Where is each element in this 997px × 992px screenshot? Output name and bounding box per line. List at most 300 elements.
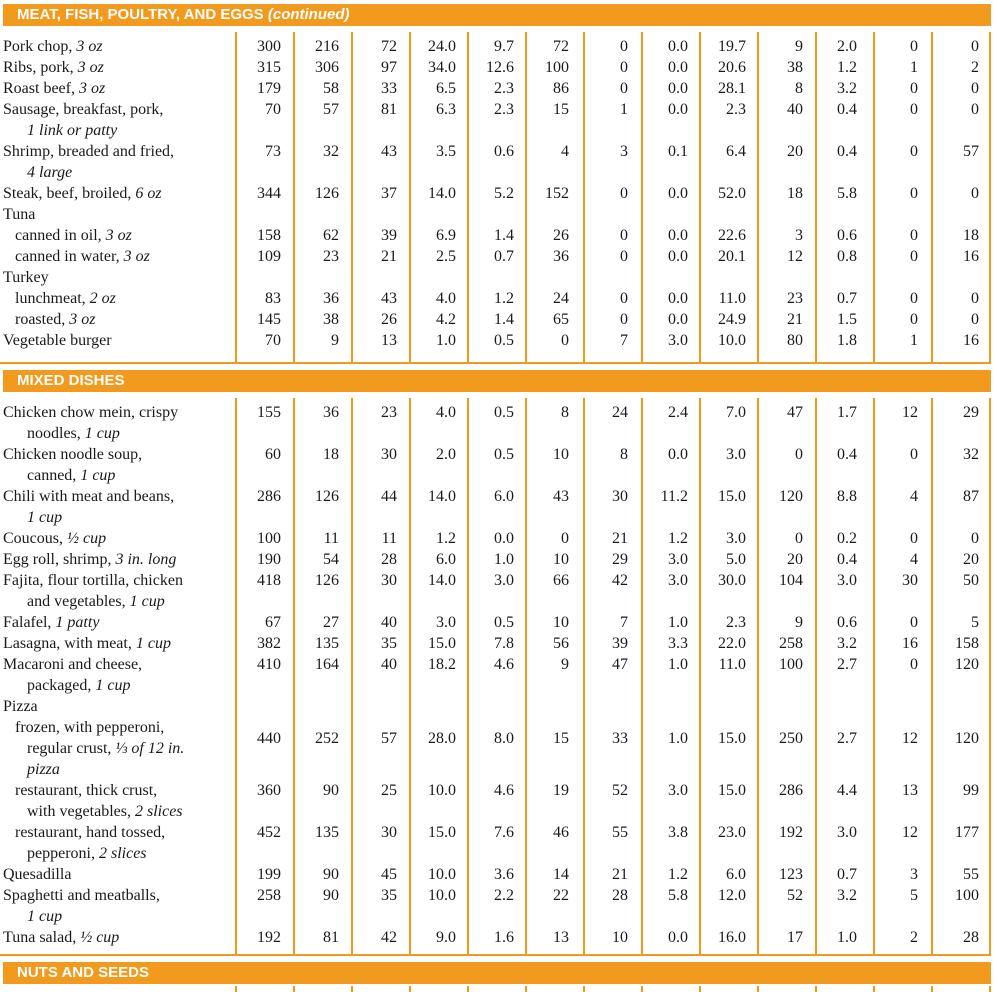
serving-size: 2 slices [134, 803, 183, 820]
nutrient-value: 22.0 [718, 635, 746, 652]
column-divider [873, 986, 875, 992]
food-name-text: Lasagna, with meat, [3, 635, 132, 652]
nutrient-value: 28.0 [428, 730, 456, 747]
food-name [3, 402, 235, 444]
serving-size: 1 cup [84, 425, 120, 442]
nutrient-value: 19 [553, 782, 569, 799]
nutrient-value: 10.0 [718, 332, 746, 349]
nutrient-value: 28 [612, 887, 628, 904]
nutrient-value: 1.8 [837, 332, 857, 349]
nutrient-value: 1.0 [494, 551, 514, 568]
nutrient-value: 21 [787, 311, 803, 328]
nutrient-value: 120 [955, 656, 979, 673]
nutrient-value: 0 [620, 59, 628, 76]
nutrient-value: 0 [620, 38, 628, 55]
nutrient-value: 57 [963, 143, 979, 160]
nutrient-value: 1.2 [436, 530, 456, 547]
nutrient-value: 54 [323, 551, 339, 568]
nutrient-value: 7 [620, 614, 628, 631]
column-divider [757, 986, 759, 992]
nutrient-value: 30.0 [718, 572, 746, 589]
nutrient-value: 5 [910, 887, 918, 904]
nutrient-value: 23 [323, 248, 339, 265]
nutrient-value: 126 [315, 185, 339, 202]
table-row [0, 78, 991, 99]
section-body [0, 32, 991, 364]
table-row [0, 654, 991, 696]
nutrient-value: 0.4 [837, 446, 857, 463]
nutrient-value: 39 [612, 635, 628, 652]
food-name-continued: packaged, [27, 677, 92, 694]
nutrient-value: 66 [553, 572, 569, 589]
section-header [3, 370, 991, 392]
nutrient-value: 216 [315, 38, 339, 55]
nutrient-value: 5.8 [837, 185, 857, 202]
nutrient-value: 344 [257, 185, 281, 202]
food-name-text: Chicken chow mein, crispy [3, 404, 179, 421]
table-row [0, 927, 991, 948]
nutrient-value: 36 [553, 248, 569, 265]
column-divider [641, 986, 643, 992]
nutrient-value: 30 [902, 572, 918, 589]
food-name-text: Tuna salad, [3, 929, 77, 946]
nutrient-value: 286 [257, 488, 281, 505]
nutrient-value: 24.9 [718, 311, 746, 328]
nutrient-value: 0 [910, 227, 918, 244]
nutrient-value: 7.8 [494, 635, 514, 652]
nutrient-value: 0 [971, 290, 979, 307]
section-header [3, 962, 991, 984]
column-divider [583, 986, 585, 992]
serving-size: 6 oz [135, 185, 162, 202]
nutrient-value: 15.0 [428, 824, 456, 841]
nutrient-value: 18 [787, 185, 803, 202]
nutrient-value: 382 [257, 635, 281, 652]
nutrient-value: 10 [553, 446, 569, 463]
nutrient-value: 1.5 [837, 311, 857, 328]
nutrient-value: 1 [910, 59, 918, 76]
nutrient-value: 3.0 [726, 446, 746, 463]
nutrient-value: 27 [323, 614, 339, 631]
column-divider [989, 986, 991, 992]
food-name [3, 486, 235, 528]
nutrient-value: 5.2 [494, 185, 514, 202]
nutrient-value: 3 [910, 866, 918, 883]
nutrient-value: 152 [545, 185, 569, 202]
serving-size: ½ cup [67, 530, 107, 547]
nutrient-value: 2.2 [494, 887, 514, 904]
food-name-continued: regular crust, [27, 740, 112, 757]
nutrient-value: 0 [910, 656, 918, 673]
nutrient-value: 0 [971, 101, 979, 118]
nutrient-value: 55 [612, 824, 628, 841]
nutrient-value: 4.4 [837, 782, 857, 799]
food-name-text: Macaroni and cheese, [3, 656, 143, 673]
nutrient-value: 20.6 [718, 59, 746, 76]
nutrient-value: 46 [553, 824, 569, 841]
nutrient-value: 15.0 [718, 782, 746, 799]
nutrient-value: 73 [265, 143, 281, 160]
food-name [3, 330, 235, 351]
nutrient-value: 12 [902, 824, 918, 841]
food-name [3, 309, 235, 330]
nutrient-value: 0 [910, 80, 918, 97]
nutrient-value: 0.0 [668, 101, 688, 118]
serving-size: 1 cup [80, 467, 116, 484]
nutrient-value: 120 [779, 488, 803, 505]
nutrient-value: 2.7 [837, 656, 857, 673]
nutrient-value: 192 [779, 824, 803, 841]
table-row [0, 528, 991, 549]
nutrient-value: 38 [787, 59, 803, 76]
nutrient-value: 0 [910, 143, 918, 160]
nutrient-value: 0 [910, 101, 918, 118]
food-name [3, 822, 235, 864]
nutrient-value: 52.0 [718, 185, 746, 202]
table-row [0, 612, 991, 633]
nutrient-value: 42 [612, 572, 628, 589]
nutrient-value: 0.6 [837, 227, 857, 244]
nutrient-value: 24 [612, 404, 628, 421]
nutrient-value: 3 [620, 143, 628, 160]
nutrient-value: 0.7 [837, 866, 857, 883]
nutrient-value: 97 [381, 59, 397, 76]
nutrient-value: 24 [553, 290, 569, 307]
serving-size: 2 slices [98, 845, 147, 862]
nutrient-value: 11.0 [718, 656, 746, 673]
nutrient-value: 28 [381, 551, 397, 568]
nutrient-value: 33 [381, 80, 397, 97]
serving-size: 1 cup [27, 908, 63, 925]
nutrient-value: 57 [381, 730, 397, 747]
table-row [0, 633, 991, 654]
nutrient-value: 20.1 [718, 248, 746, 265]
serving-size: 1 link or patty [27, 122, 118, 139]
food-name-text: Turkey [3, 269, 49, 286]
food-name-continued: canned, [27, 467, 77, 484]
nutrient-value: 0 [971, 38, 979, 55]
food-name-text: Pork chop, [3, 38, 73, 55]
nutrient-value: 1.0 [436, 332, 456, 349]
nutrient-value: 0 [795, 530, 803, 547]
serving-size: 3 in. long [115, 551, 177, 568]
food-name [3, 549, 235, 570]
nutrient-value: 24.0 [428, 38, 456, 55]
nutrient-value: 70 [265, 101, 281, 118]
nutrient-value: 4.2 [436, 311, 456, 328]
nutrient-value: 56 [553, 635, 569, 652]
nutrient-value: 15.0 [428, 635, 456, 652]
nutrient-value: 0 [971, 80, 979, 97]
nutrient-value: 3.2 [837, 635, 857, 652]
nutrient-value: 16 [902, 635, 918, 652]
nutrient-value: 418 [257, 572, 281, 589]
nutrient-value: 81 [381, 101, 397, 118]
food-name-continued: with vegetables, [27, 803, 131, 820]
nutrient-value: 36 [323, 404, 339, 421]
nutrient-value: 28.1 [718, 80, 746, 97]
nutrient-value: 23 [787, 290, 803, 307]
nutrient-value: 0 [795, 446, 803, 463]
nutrient-value: 0.5 [494, 614, 514, 631]
nutrient-value: 0.2 [837, 530, 857, 547]
nutrient-value: 16 [963, 332, 979, 349]
nutrient-value: 4 [561, 143, 569, 160]
nutrient-value: 5.0 [726, 551, 746, 568]
nutrient-value: 87 [963, 488, 979, 505]
section-header [3, 4, 991, 26]
nutrient-value: 8 [620, 446, 628, 463]
nutrient-value: 0 [910, 311, 918, 328]
nutrient-value: 3.8 [668, 824, 688, 841]
table-row [0, 864, 991, 885]
nutrient-value: 29 [612, 551, 628, 568]
nutrient-value: 9.0 [436, 929, 456, 946]
nutrient-value: 1.2 [837, 59, 857, 76]
food-name-text: Spaghetti and meatballs, [3, 887, 160, 904]
nutrient-value: 30 [612, 488, 628, 505]
nutrient-value: 10 [612, 929, 628, 946]
serving-size-continued: pizza [27, 761, 60, 778]
nutrient-value: 52 [612, 782, 628, 799]
food-name [3, 36, 235, 57]
food-name [3, 99, 235, 141]
nutrient-value: 18 [323, 446, 339, 463]
food-name-text: Fajita, flour tortilla, chicken [3, 572, 183, 589]
nutrient-value: 50 [963, 572, 979, 589]
nutrient-value: 120 [955, 730, 979, 747]
nutrient-value: 12 [902, 730, 918, 747]
nutrient-value: 52 [787, 887, 803, 904]
nutrient-value: 2.5 [436, 248, 456, 265]
nutrient-value: 8.8 [837, 488, 857, 505]
nutrient-value: 0.4 [837, 551, 857, 568]
nutrient-value: 158 [257, 227, 281, 244]
nutrient-value: 6.5 [436, 80, 456, 97]
food-name-text: Tuna [3, 206, 36, 223]
nutrient-value: 5 [971, 614, 979, 631]
nutrient-value: 13 [381, 332, 397, 349]
nutrient-value: 258 [779, 635, 803, 652]
section-body [0, 398, 991, 956]
nutrient-value: 199 [257, 866, 281, 883]
food-name-text: canned in water, [15, 248, 120, 265]
food-name [3, 288, 235, 309]
nutrient-value: 3.0 [668, 332, 688, 349]
nutrient-value: 25 [381, 782, 397, 799]
table-row [0, 486, 991, 528]
nutrient-value: 104 [779, 572, 803, 589]
serving-size: 3 oz [78, 80, 106, 97]
nutrient-value: 8.0 [494, 730, 514, 747]
nutrient-value: 14 [553, 866, 569, 883]
nutrient-value: 6.0 [436, 551, 456, 568]
nutrient-value: 10 [553, 551, 569, 568]
table-row [0, 225, 991, 246]
nutrient-value: 90 [323, 887, 339, 904]
table-row [0, 57, 991, 78]
nutrient-value: 0 [910, 290, 918, 307]
column-divider [815, 986, 817, 992]
nutrient-value: 1.6 [494, 929, 514, 946]
food-name-text: Sausage, breakfast, pork, [3, 101, 164, 118]
nutrient-value: 21 [381, 248, 397, 265]
table-row [0, 822, 991, 864]
serving-size: 3 oz [105, 227, 132, 244]
nutrient-value: 86 [553, 80, 569, 97]
nutrient-value: 29 [963, 404, 979, 421]
nutrient-value: 1.2 [668, 530, 688, 547]
nutrient-value: 109 [257, 248, 281, 265]
nutrient-value: 30 [381, 572, 397, 589]
nutrient-value: 100 [257, 530, 281, 547]
table-row [0, 267, 991, 288]
nutrient-value: 3.0 [726, 530, 746, 547]
nutrient-value: 0 [910, 38, 918, 55]
nutrient-value: 2.7 [837, 730, 857, 747]
nutrient-value: 7 [620, 332, 628, 349]
nutrient-value: 0.5 [494, 332, 514, 349]
nutrient-value: 39 [381, 227, 397, 244]
nutrient-value: 10.0 [428, 782, 456, 799]
nutrient-value: 286 [779, 782, 803, 799]
nutrient-value: 18 [963, 227, 979, 244]
nutrient-value: 90 [323, 866, 339, 883]
column-divider [409, 986, 411, 992]
nutrient-value: 40 [381, 614, 397, 631]
food-name [3, 864, 235, 885]
serving-size: ½ cup [80, 929, 120, 946]
nutrient-value: 410 [257, 656, 281, 673]
nutrient-value: 3.0 [668, 572, 688, 589]
nutrient-value: 21 [612, 866, 628, 883]
nutrient-value: 123 [779, 866, 803, 883]
nutrient-value: 192 [257, 929, 281, 946]
nutrient-value: 7.0 [726, 404, 746, 421]
nutrient-value: 2.4 [668, 404, 688, 421]
food-name [3, 780, 235, 822]
nutrient-value: 4.6 [494, 656, 514, 673]
table-row [0, 183, 991, 204]
food-name [3, 267, 235, 288]
table-row [0, 99, 991, 141]
nutrient-value: 0 [620, 290, 628, 307]
nutrient-value: 10.0 [428, 866, 456, 883]
food-name [3, 78, 235, 99]
nutrient-value: 16.0 [718, 929, 746, 946]
food-name-text: Roast beef, [3, 80, 75, 97]
nutrient-value: 28 [963, 929, 979, 946]
nutrient-value: 0.0 [668, 185, 688, 202]
nutrient-value: 47 [787, 404, 803, 421]
nutrient-value: 0 [620, 248, 628, 265]
nutrient-value: 14.0 [428, 185, 456, 202]
nutrient-value: 2.3 [726, 614, 746, 631]
food-name [3, 444, 235, 486]
nutrient-value: 452 [257, 824, 281, 841]
food-name [3, 204, 235, 225]
food-name-continued: noodles, [27, 425, 81, 442]
table-row [0, 780, 991, 822]
nutrient-value: 23.0 [718, 824, 746, 841]
nutrient-value: 11 [323, 530, 339, 547]
nutrient-value: 55 [963, 866, 979, 883]
nutrient-value: 0.6 [494, 143, 514, 160]
table-row [0, 549, 991, 570]
nutrient-value: 3.2 [837, 80, 857, 97]
food-name [3, 246, 235, 267]
food-name-text: restaurant, thick crust, [15, 782, 158, 799]
table-row [0, 717, 991, 780]
nutrient-value: 1.0 [668, 656, 688, 673]
nutrient-value: 20 [787, 143, 803, 160]
nutrient-value: 4.6 [494, 782, 514, 799]
table-row [0, 330, 991, 351]
nutrient-value: 72 [381, 38, 397, 55]
nutrient-value: 10 [553, 614, 569, 631]
nutrient-value: 43 [553, 488, 569, 505]
nutrient-value: 3.2 [837, 887, 857, 904]
nutrient-value: 145 [257, 311, 281, 328]
nutrient-value: 17 [787, 929, 803, 946]
nutrient-value: 164 [315, 656, 339, 673]
nutrient-value: 126 [315, 572, 339, 589]
nutrient-value: 30 [381, 824, 397, 841]
nutrient-value: 1.0 [668, 614, 688, 631]
nutrient-value: 8 [795, 80, 803, 97]
food-name [3, 885, 235, 927]
nutrient-value: 42 [381, 929, 397, 946]
nutrient-value: 0.0 [668, 59, 688, 76]
nutrient-value: 177 [955, 824, 979, 841]
nutrient-value: 58 [323, 80, 339, 97]
food-name-text: Coucous, [3, 530, 63, 547]
table-row [0, 36, 991, 57]
nutrient-value: 0.5 [494, 446, 514, 463]
nutrient-value: 360 [257, 782, 281, 799]
nutrient-value: 1.4 [494, 227, 514, 244]
table-row [0, 444, 991, 486]
nutrient-value: 23 [381, 404, 397, 421]
food-name [3, 717, 235, 780]
nutrient-value: 300 [257, 38, 281, 55]
nutrient-value: 0 [620, 227, 628, 244]
nutrient-value: 2 [971, 59, 979, 76]
serving-size: 3 oz [77, 59, 104, 76]
section-title: MEAT, FISH, POULTRY, AND EGGS [17, 6, 264, 23]
nutrient-value: 26 [553, 227, 569, 244]
nutrient-value: 36 [323, 290, 339, 307]
nutrient-value: 190 [257, 551, 281, 568]
serving-size: 3 oz [123, 248, 150, 265]
nutrient-value: 3 [795, 227, 803, 244]
nutrient-value: 1 [620, 101, 628, 118]
table-row [0, 402, 991, 444]
table-row [0, 246, 991, 267]
food-name [3, 570, 235, 612]
nutrient-value: 0.7 [837, 290, 857, 307]
nutrient-value: 72 [553, 38, 569, 55]
nutrient-value: 18.2 [428, 656, 456, 673]
food-name-text: Ribs, pork, [3, 59, 74, 76]
nutrient-value: 5.8 [668, 887, 688, 904]
nutrient-value: 0.0 [668, 227, 688, 244]
serving-size: 1 cup [27, 509, 63, 526]
nutrient-value: 4.0 [436, 404, 456, 421]
food-name-text: restaurant, hand tossed, [15, 824, 166, 841]
table-row [0, 309, 991, 330]
nutrient-value: 13 [902, 782, 918, 799]
